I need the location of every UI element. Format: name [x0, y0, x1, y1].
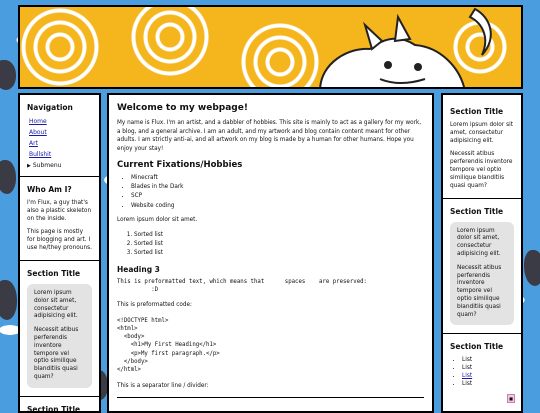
who-text-1: I'm Flux, a guy that's also a plastic skeleton on the inside.	[27, 200, 92, 222]
info-box-text-2: Necessit atibus perferendis inventore tempore vel optio similique blanditiis quasi quam?	[34, 327, 79, 380]
nav-item-art	[27, 140, 92, 147]
nav-link-art[interactable]: Art	[27, 140, 92, 147]
heading-3: Heading 3	[117, 264, 160, 274]
bg-decoration	[0, 160, 16, 194]
nav-item-about	[27, 129, 92, 136]
triangle-right-icon: ▶	[27, 162, 31, 169]
nav-item-bullshit	[27, 151, 92, 158]
lorem-paragraph: Lorem ipsum dolor sit amet.	[117, 216, 198, 223]
divider	[20, 260, 99, 261]
list-item: 2. Sorted list	[134, 240, 424, 249]
intro-paragraph: My name is Flux. I'm an artist, and a dabbler of hobbies. This site is mainly to act as a gallery for my work, a blog, and a general archive. I am an adult, and my artwork and blog contain content meant for other adults. I am strictly anti-ai, and all artwork on my blog is made by a human for other humans. Hope you enjoy your stay!	[117, 120, 422, 152]
header-banner	[18, 5, 523, 89]
who-text-2: This page is mostly for blogging and art. I use he/they pronouns.	[27, 229, 92, 252]
right-box-text-1: Lorem ipsum dolor sit amet, consectetur adipisicing elit.	[457, 227, 501, 257]
info-box-text-1: Lorem ipsum dolor sit amet, consectetur adipisicing elit.	[34, 289, 78, 320]
code-block: <!DOCTYPE html> <html> <body> <h1>My First Heading</h1> <p>My first paragraph.</p> </body> </html>	[117, 317, 220, 374]
separator-text: This is a separator line / divider:	[117, 382, 209, 389]
right-list	[450, 357, 514, 388]
separator-line	[117, 397, 424, 398]
list-item: • List	[462, 381, 514, 389]
banner-illustration	[20, 7, 523, 89]
main-content	[107, 93, 434, 413]
right-sidebar	[441, 93, 523, 413]
list-item: • Website coding	[131, 202, 424, 211]
bg-decoration	[0, 280, 17, 320]
info-box	[27, 284, 92, 388]
nav-list	[27, 118, 92, 169]
right-section-heading-3: Section Title	[450, 342, 504, 352]
list-item: 3. Sorted list	[134, 249, 424, 258]
who-heading: Who Am I?	[27, 185, 72, 194]
right-section-heading-1: Section Title	[450, 107, 504, 116]
list-item: • List	[462, 357, 514, 365]
divider	[443, 333, 521, 334]
preformatted-text: This is preformatted text, which means that spaces are preserved: :D	[117, 278, 367, 293]
left-sidebar	[18, 93, 101, 413]
code-intro: This is preformatted code:	[117, 302, 192, 309]
nav-link-about[interactable]: About	[27, 129, 92, 136]
list-item: • List	[462, 365, 514, 373]
nav-heading: Navigation	[27, 103, 73, 112]
bg-decoration	[0, 60, 16, 90]
sorted-list	[117, 231, 424, 258]
page-title: Welcome to my webpage!	[117, 103, 248, 113]
fixations-heading: Current Fixations/Hobbies	[117, 160, 243, 171]
fixations-list	[117, 174, 424, 211]
corner-sticker-icon: ■	[507, 394, 515, 403]
divider	[20, 396, 99, 397]
right-box-text-2: Necessit atibus perferendis inventore tempore vel optio similique blanditiis quasi quam?	[457, 264, 502, 318]
section-heading: Section Title	[27, 268, 81, 278]
list-item	[462, 373, 514, 381]
list-item: • Minecraft	[131, 174, 424, 183]
list-link[interactable]: List	[462, 373, 473, 380]
list-item: • Blades in the Dark	[131, 183, 424, 192]
nav-link-home[interactable]: Home	[27, 118, 92, 125]
divider	[20, 176, 99, 177]
list-item: 1. Sorted list	[134, 231, 424, 240]
nav-submenu-label: Submenu	[32, 162, 62, 169]
nav-item-home	[27, 118, 92, 125]
right-text-1: Lorem ipsum dolor sit amet, consectetur adipisicing elit.	[450, 122, 513, 144]
bg-decoration	[524, 250, 540, 286]
nav-item-submenu[interactable]	[27, 162, 92, 169]
divider	[443, 198, 521, 199]
section-heading-2: Section Title	[27, 404, 81, 413]
right-section-heading-2: Section Title	[450, 206, 504, 216]
nav-link-bullshit[interactable]: Bullshit	[27, 151, 92, 158]
list-item: • SCP	[131, 192, 424, 201]
right-text-2: Necessit atibus perferendis inventore tempore vel optio similique blanditiis quasi quam?	[450, 151, 513, 189]
right-info-box	[450, 222, 514, 326]
